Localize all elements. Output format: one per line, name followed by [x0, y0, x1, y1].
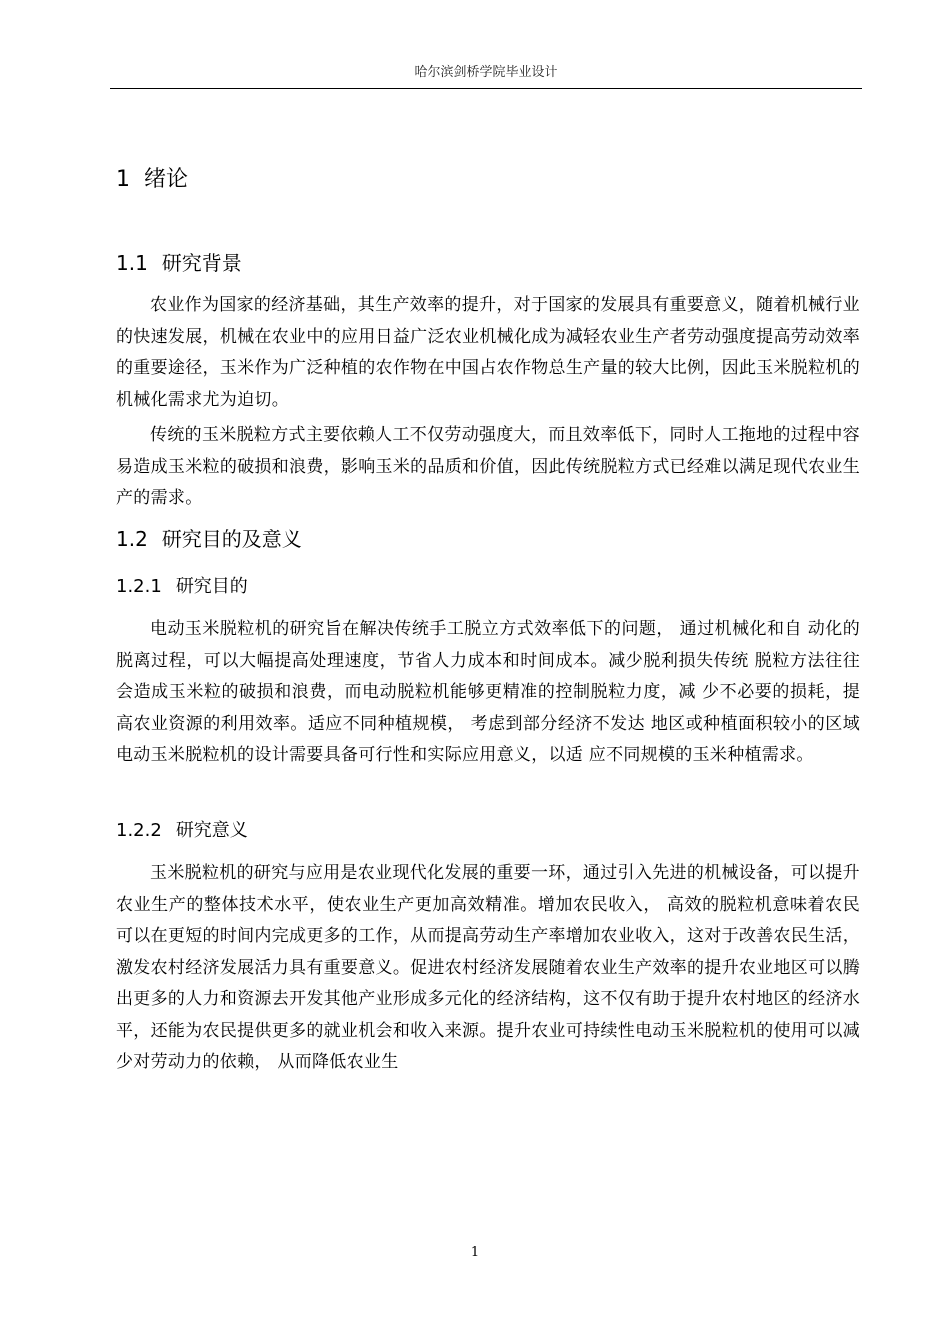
section-number: 1.2	[116, 527, 148, 551]
section-title: 研究背景	[161, 251, 242, 275]
subsection-title: 研究目的	[175, 576, 248, 597]
running-header: 哈尔滨剑桥学院毕业设计	[414, 65, 558, 80]
subsection-heading-1-2-1	[116, 574, 248, 600]
paragraph-background-2: 传统的玉米脱粒方式主要依赖人工不仅劳动强度大，而且效率低下，同时人工拖地的过程中容易造成玉米粒的破损和浪费，影响玉米的品质和价值，因此传统脱粒方式已经难以满足现代农业生产的需求。	[116, 425, 860, 508]
subsection-number: 1.2.2	[116, 820, 162, 841]
subsection-title: 研究意义	[175, 820, 248, 841]
header-rule	[110, 88, 862, 89]
section-title: 研究目的及意义	[161, 527, 302, 551]
subsection-heading-1-2-2	[116, 818, 248, 844]
section-number: 1.1	[116, 251, 148, 275]
subsection-number: 1.2.1	[116, 576, 162, 597]
chapter-number: 1	[116, 167, 130, 192]
chapter-heading	[116, 165, 188, 195]
paragraph-background-1: 农业作为国家的经济基础，其生产效率的提升，对于国家的发展具有重要意义，随着机械行业的快速发展，机械在农业中的应用日益广泛农业机械化成为减轻农业生产者劳动强度提高劳动效率的重要途径，玉米作为广泛种植的农作物在中国占农作物总生产量的较大比例，因此玉米脱粒机的机械化需求尤为迫切。	[116, 295, 860, 410]
chapter-title: 绪论	[144, 167, 189, 192]
section-heading-1-1	[116, 249, 242, 277]
section-heading-1-2	[116, 525, 302, 553]
paragraph-purpose: 电动玉米脱粒机的研究旨在解决传统手工脱立方式效率低下的问题， 通过机械化和自 动化的脱离过程，可以大幅提高处理速度，节省人力成本和时间成本。减少脱利损失传统 脱粒方法往往会造成玉米粒的破损和浪费，而电动脱粒机能够更精准的控制脱粒力度，减 少不必要的损耗，提高农业资源的利用效率。适应不同种植规模， 考虑到部分经济不发达 地区或种植面积较小的区域电动玉米脱粒机的设计需要具备可行性和实际应用意义，以适 应不同规模的玉米种植需求。	[116, 619, 860, 765]
page-number: 1	[470, 1245, 480, 1260]
paragraph-significance: 玉米脱粒机的研究与应用是农业现代化发展的重要一环，通过引入先进的机械设备，可以提升农业生产的整体技术水平，使农业生产更加高效精准。增加农民收入， 高效的脱粒机意味着农民可以在更短的时间内完成更多的工作，从而提高劳动生产率增加农业收入，这对于改善农民生活，激发农村经济发展活力具有重要意义。促进农村经济发展随着农业生产效率的提升农业地区可以腾出更多的人力和资源去开发其他产业形成多元化的经济结构，这不仅有助于提升农村地区的经济水平，还能为农民提供更多的就业机会和收入来源。提升农业可持续性电动玉米脱粒机的使用可以减少对劳动力的依赖， 从而降低农业生	[116, 863, 860, 1072]
